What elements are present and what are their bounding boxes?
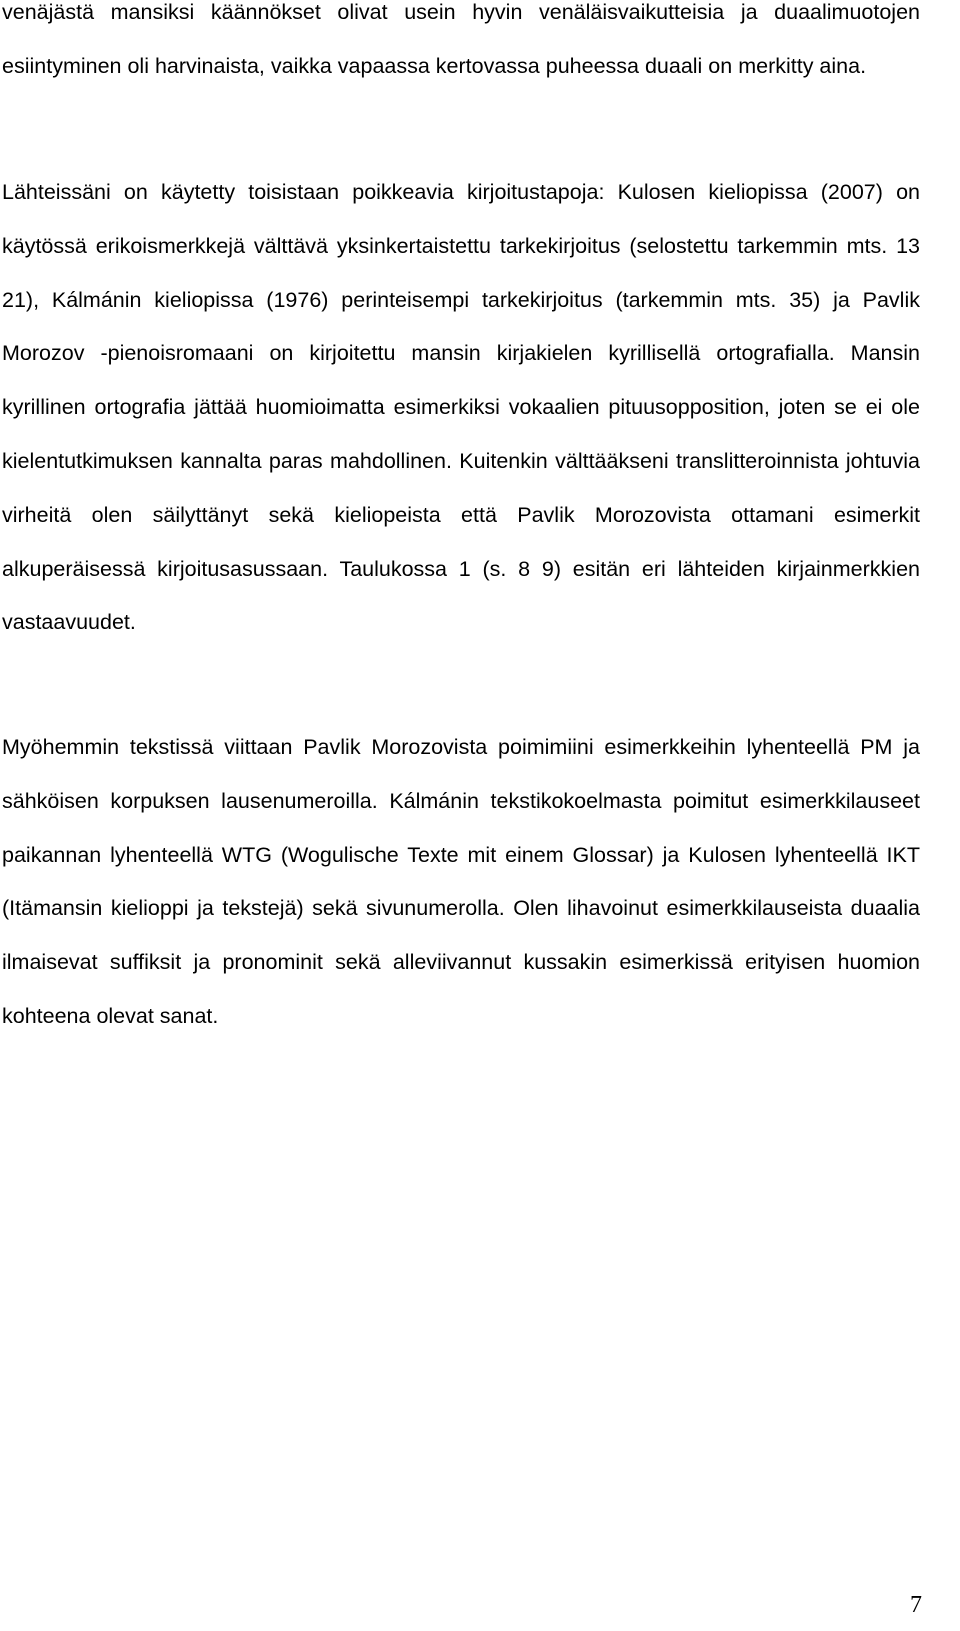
- page-number: 7: [910, 1592, 922, 1618]
- paragraph-abbreviations: Myöhemmin tekstissä viittaan Pavlik Morozovista poimimiini esimerkkeihin lyhenteellä PM ja sähköisen korpuksen lausenumeroilla. Kálmánin tekstikokoelmasta poimitut esimerkkilauseet paikannan lyhenteellä WTG (Wogulische Texte mit einem Glossar) ja Kulosen lyhenteellä IKT (Itämansin kielioppi ja tekstejä) sekä sivunumerolla. Olen lihavoinut esimerkkilauseista duaalia ilmaisevat suffiksit ja pronominit sekä alleviivannut kussakin esimerkissä erityisen huomion kohteena olevat sanat.: [2, 735, 920, 1028]
- paragraph-translations: venäjästä mansiksi käännökset olivat usein hyvin venäläisvaikutteisia ja duaalimuotojen esiintyminen oli harvinaista, vaikka vapaassa kertovassa puheessa duaali on merkitty aina.: [2, 0, 920, 78]
- paragraph-orthography-sources: Lähteissäni on käytetty toisistaan poikkeavia kirjoitustapoja: Kulosen kieliopissa (2007) on käytössä erikoismerkkejä välttävä yksinkertaistettu tarkekirjoitus (selostettu tarkemmin mts. 13 21), Kálmánin kieliopissa (1976) perinteisempi tarkekirjoitus (tarkemmin mts. 35) ja Pavlik Morozov -pienoisromaani on kirjoitettu mansin kirjakielen kyrillisellä ortografialla. Mansin kyrillinen ortografia jättää huomioimatta esimerkiksi vokaalien pituusopposition, joten se ei ole kielentutkimuksen kannalta paras mahdollinen. Kuitenkin välttääkseni translitteroinnista johtuvia virheitä olen säilyttänyt sekä kieliopeista että Pavlik Morozovista ottamani esimerkit alkuperäisessä kirjoitusasussaan. Taulukossa 1 (s. 8 9) esitän eri lähteiden kirjainmerkkien vastaavuudet.: [2, 180, 920, 635]
